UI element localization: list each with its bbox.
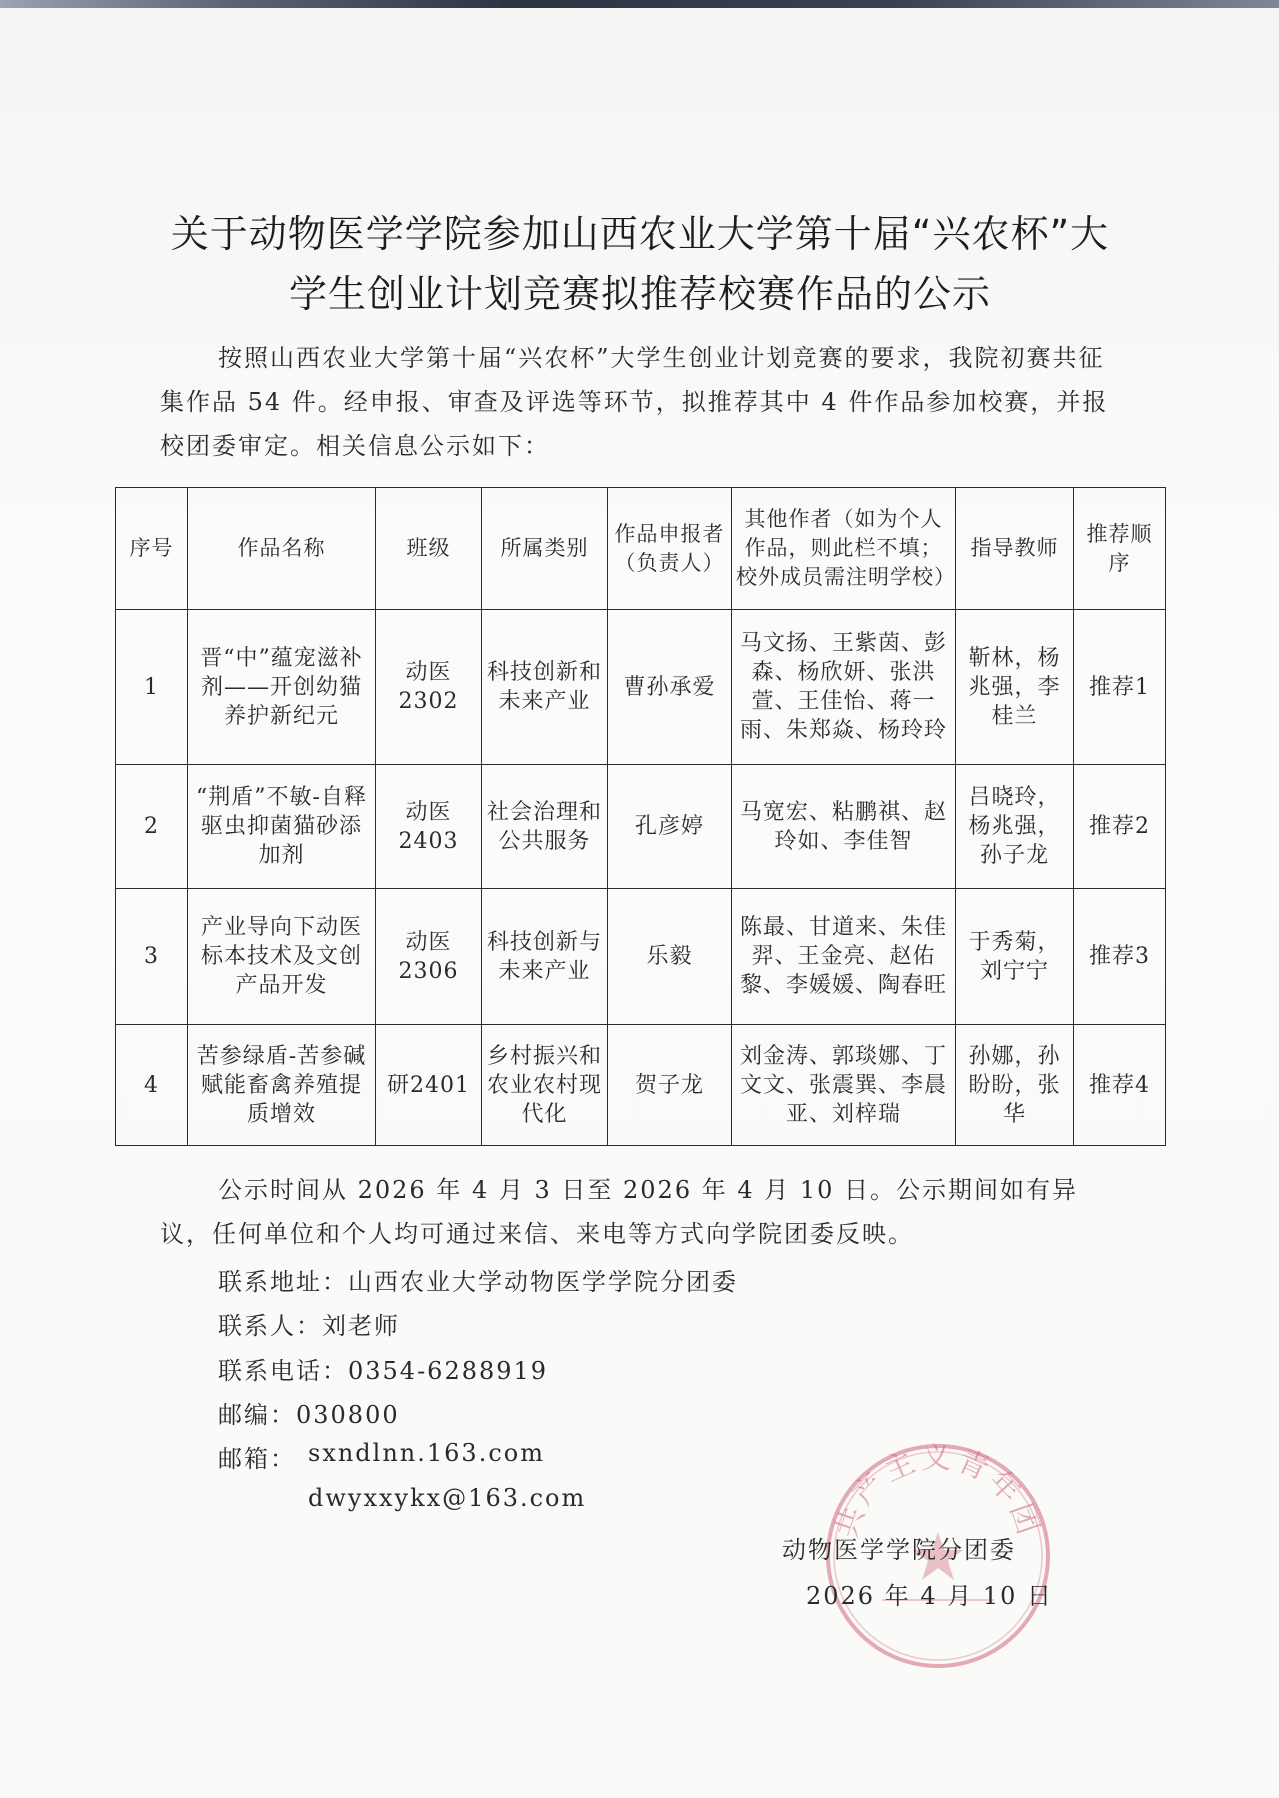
cell-seq: 1 bbox=[116, 610, 188, 765]
cell-category: 科技创新与未来产业 bbox=[482, 889, 608, 1025]
contact-email-label: 邮箱： bbox=[218, 1445, 296, 1473]
recommended-works-table bbox=[115, 487, 1166, 1146]
contact-person: 联系人：刘老师 bbox=[218, 1312, 400, 1340]
top-edge-shadow bbox=[0, 0, 1279, 8]
cell-seq: 2 bbox=[116, 765, 188, 889]
header-others: 其他作者（如为个人作品，则此栏不填；校外成员需注明学校） bbox=[732, 488, 956, 610]
cell-others: 陈最、甘道来、朱佳羿、王金亮、赵佑黎、李媛媛、陶春旺 bbox=[732, 889, 956, 1025]
cell-rank: 推荐3 bbox=[1074, 889, 1166, 1025]
document-title-line-2: 学生创业计划竞赛拟推荐校赛作品的公示 bbox=[288, 272, 991, 316]
header-category: 所属类别 bbox=[482, 488, 608, 610]
cell-name: 产业导向下动医标本技术及文创产品开发 bbox=[188, 889, 376, 1025]
table-row bbox=[116, 765, 1166, 889]
header-rank: 推荐顺序 bbox=[1074, 488, 1166, 610]
cell-advisor: 孙娜，孙盼盼，张华 bbox=[956, 1025, 1074, 1146]
cell-class: 动医2403 bbox=[376, 765, 482, 889]
table-row bbox=[116, 889, 1166, 1025]
cell-advisor: 于秀菊，刘宁宁 bbox=[956, 889, 1074, 1025]
cell-rank: 推荐1 bbox=[1074, 610, 1166, 765]
cell-name: 晋“中”蕴宠滋补剂——开创幼猫养护新纪元 bbox=[188, 610, 376, 765]
cell-advisor: 靳林，杨兆强，李桂兰 bbox=[956, 610, 1074, 765]
cell-leader: 孔彦婷 bbox=[608, 765, 732, 889]
cell-leader: 曹孙承爱 bbox=[608, 610, 732, 765]
cell-class: 动医2302 bbox=[376, 610, 482, 765]
header-leader: 作品申报者（负责人） bbox=[608, 488, 732, 610]
intro-paragraph: 按照山西农业大学第十届“兴农杯”大学生创业计划竞赛的要求，我院初赛共征集作品 54 件。经申报、审查及评选等环节，拟推荐其中 4 件作品参加校赛，并报校团委审定。相关信息公示如下： bbox=[160, 344, 1109, 460]
document-title-line-1: 关于动物医学学院参加山西农业大学第十届“兴农杯”大 bbox=[170, 212, 1110, 256]
seal-arc-text: 共产主义青年团 bbox=[829, 1441, 1047, 1543]
cell-others: 刘金涛、郭琰娜、丁文文、张震巽、李晨亚、刘梓瑞 bbox=[732, 1025, 956, 1146]
cell-name: 苦参绿盾-苦参碱赋能畜禽养殖提质增效 bbox=[188, 1025, 376, 1146]
contact-address: 联系地址：山西农业大学动物医学学院分团委 bbox=[218, 1268, 738, 1296]
cell-seq: 3 bbox=[116, 889, 188, 1025]
cell-seq: 4 bbox=[116, 1025, 188, 1146]
header-advisor: 指导教师 bbox=[956, 488, 1074, 610]
cell-rank: 推荐2 bbox=[1074, 765, 1166, 889]
header-class: 班级 bbox=[376, 488, 482, 610]
header-name: 作品名称 bbox=[188, 488, 376, 610]
cell-others: 马文扬、王紫茵、彭森、杨欣妍、张洪萱、王佳怡、蒋一雨、朱郑焱、杨玲玲 bbox=[732, 610, 956, 765]
cell-advisor: 吕晓玲，杨兆强，孙子龙 bbox=[956, 765, 1074, 889]
header-seq: 序号 bbox=[116, 488, 188, 610]
cell-rank: 推荐4 bbox=[1074, 1025, 1166, 1146]
table-header-row bbox=[116, 488, 1166, 610]
cell-leader: 乐毅 bbox=[608, 889, 732, 1025]
cell-name: “荆盾”不敏-自释驱虫抑菌猫砂添加剂 bbox=[188, 765, 376, 889]
cell-class: 动医2306 bbox=[376, 889, 482, 1025]
signature-date: 2026 年 4 月 10 日 bbox=[806, 1582, 1054, 1610]
contact-postcode: 邮编：030800 bbox=[218, 1401, 400, 1429]
cell-category: 社会治理和公共服务 bbox=[482, 765, 608, 889]
signature-organization: 动物医学学院分团委 bbox=[782, 1536, 1016, 1564]
cell-others: 马宽宏、粘鹏祺、赵玲如、李佳智 bbox=[732, 765, 956, 889]
notice-paragraph: 公示时间从 2026 年 4 月 3 日至 2026 年 4 月 10 日。公示期间如有异议，任何单位和个人均可通过来信、来电等方式向学院团委反映。 bbox=[160, 1176, 1079, 1248]
contact-email-1: sxndlnn.163.com bbox=[308, 1439, 545, 1467]
table-row bbox=[116, 1025, 1166, 1146]
cell-leader: 贺子龙 bbox=[608, 1025, 732, 1146]
cell-category: 乡村振兴和农业农村现代化 bbox=[482, 1025, 608, 1146]
cell-class: 研2401 bbox=[376, 1025, 482, 1146]
cell-category: 科技创新和未来产业 bbox=[482, 610, 608, 765]
table-row bbox=[116, 610, 1166, 765]
contact-email-2: dwyxxykx@163.com bbox=[308, 1484, 587, 1512]
contact-phone: 联系电话：0354-6288919 bbox=[218, 1357, 549, 1385]
